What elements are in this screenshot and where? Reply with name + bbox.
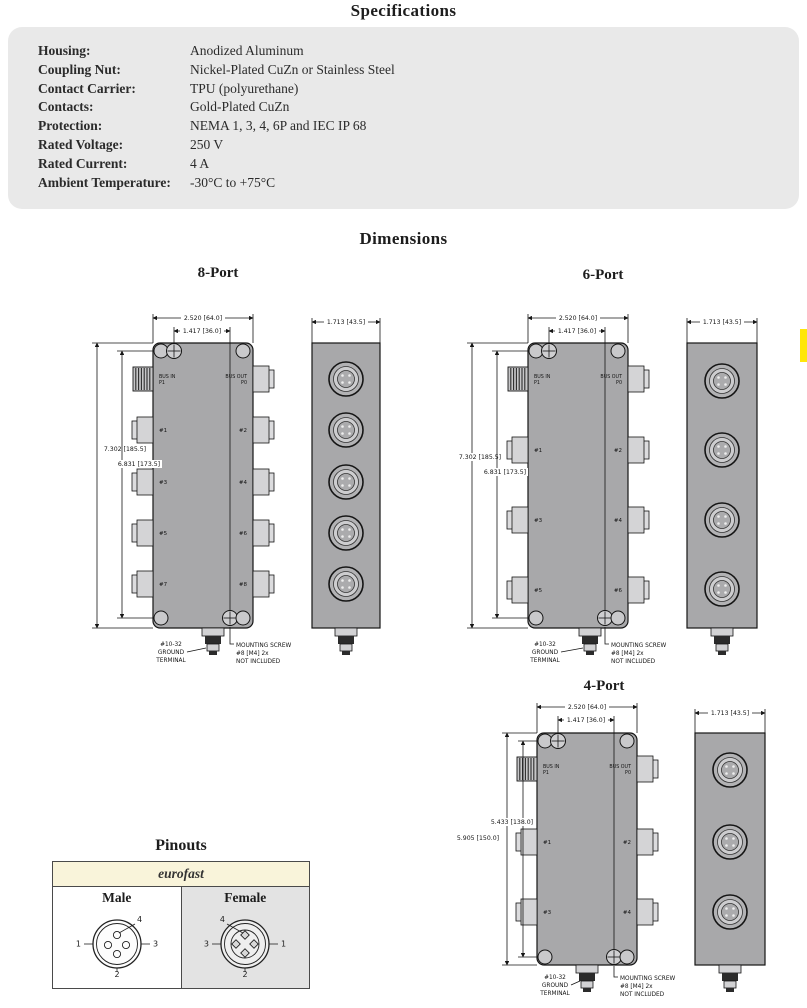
pin-dot: [717, 445, 720, 448]
pin-dot: [341, 425, 344, 428]
pin-dot: [732, 837, 735, 840]
port-label: #8: [238, 582, 247, 588]
port-label: #4: [238, 480, 247, 486]
pinout-female-cell: [181, 887, 310, 988]
dimension-label: 2.520 [64.0]: [567, 704, 607, 712]
pin-label: 3: [152, 939, 158, 949]
ground-terminal: [711, 628, 733, 636]
port-label: #6: [613, 588, 622, 594]
pin-dot: [725, 837, 728, 840]
spec-value: -30°C to +75°C: [190, 174, 276, 190]
spec-label: Ambient Temperature:: [38, 174, 171, 190]
leader-line: [230, 627, 234, 644]
connector-inner: [338, 576, 355, 593]
ground-terminal-tip: [584, 644, 596, 651]
port-stub: [253, 469, 269, 495]
port-stub: [628, 366, 644, 392]
port-label: #2: [238, 428, 247, 434]
mount-note: MOUNTING SCREW: [620, 976, 676, 982]
spec-value: 4 A: [190, 155, 210, 171]
spec-label: Protection:: [38, 118, 103, 134]
pinout-table: [52, 861, 310, 989]
ground-terminal-tip: [207, 644, 219, 651]
screw-hole: [154, 611, 168, 625]
port-stub: [137, 417, 153, 443]
port-stub: [512, 437, 528, 463]
connector-inner: [722, 904, 739, 921]
screw-hole: [620, 734, 634, 748]
port-stub: [137, 571, 153, 597]
port-label: #5: [159, 531, 168, 537]
bus-in-sub-label: P1: [534, 381, 540, 386]
ground-note: TERMINAL: [530, 658, 560, 664]
dimension-label: 6.831 [173.5]: [117, 461, 161, 469]
bus-out-sub-label: P0: [241, 381, 247, 386]
port-label: #3: [543, 910, 552, 916]
spec-row: [38, 98, 799, 117]
ground-note: #10-32: [534, 642, 556, 648]
drawing-4-port: [450, 695, 780, 1008]
spec-row: [38, 117, 799, 136]
ground-terminal: [335, 628, 357, 636]
ground-terminal-tip: [581, 981, 593, 988]
pin-label: 2: [242, 970, 248, 978]
pin-dot: [717, 515, 720, 518]
dimension-label: 1.713 [43.5]: [710, 710, 750, 718]
junction-box-front: [528, 343, 628, 628]
pin-dot: [717, 522, 720, 525]
port-label: #1: [543, 840, 552, 846]
pin-dot: [341, 535, 344, 538]
pin-dot: [717, 591, 720, 594]
port-stub: [637, 829, 653, 855]
spec-value: 250 V: [190, 136, 224, 152]
port-stub: [628, 437, 644, 463]
dimension-label: 1.713 [43.5]: [326, 319, 366, 327]
bus-in-label: BUS IN: [159, 375, 176, 380]
pin-dot: [348, 484, 351, 487]
port-stub: [253, 366, 269, 392]
spec-row: [38, 155, 799, 174]
screw-hole: [538, 950, 552, 964]
bus-out-label: BUS OUT: [225, 375, 247, 380]
spec-value: NEMA 1, 3, 4, 6P and IEC IP 68: [190, 118, 367, 134]
port-stub: [512, 577, 528, 603]
leader-line: [187, 648, 206, 652]
bus-in-sub-label: P1: [159, 381, 165, 386]
pin-dot: [724, 383, 727, 386]
ground-terminal-nut: [205, 636, 221, 644]
pin-dot: [341, 432, 344, 435]
pin-dot: [341, 381, 344, 384]
pin-label: 2: [114, 970, 120, 978]
pin-dot: [725, 914, 728, 917]
pin-dot: [348, 374, 351, 377]
pin-dot: [724, 515, 727, 518]
spec-row: [38, 174, 799, 193]
port-stub: [637, 756, 653, 782]
spec-label: Coupling Nut:: [38, 61, 121, 77]
screw-hole: [620, 950, 634, 964]
pin-dot: [717, 383, 720, 386]
drawing-title-4-port: 4-Port: [583, 678, 625, 694]
pin-dot: [732, 907, 735, 910]
pinouts-title: Pinouts: [155, 837, 207, 854]
port-label: #2: [613, 448, 622, 454]
mount-note: NOT INCLUDED: [620, 992, 665, 998]
specifications-title: Specifications: [350, 1, 457, 20]
spec-label: Rated Voltage:: [38, 136, 124, 152]
bus-out-sub-label: P0: [616, 381, 622, 386]
port-label: #6: [238, 531, 247, 537]
pin-dot: [724, 452, 727, 455]
ground-terminal-cap: [583, 988, 591, 992]
ground-terminal: [719, 965, 741, 973]
spec-value: Anodized Aluminum: [190, 43, 304, 58]
port-label: #4: [622, 910, 631, 916]
drawing-title-8-port: 8-Port: [197, 265, 239, 281]
port-label: #3: [159, 480, 168, 486]
leader-line: [614, 966, 618, 977]
female-connector-diagram: [190, 906, 300, 978]
connector-inner: [338, 525, 355, 542]
male-label: Male: [102, 890, 132, 905]
spec-label: Contacts:: [38, 99, 94, 115]
screw-hole: [529, 611, 543, 625]
ground-terminal: [202, 628, 224, 636]
drawing-title-6-port: 6-Port: [582, 267, 624, 283]
leader-line: [561, 648, 583, 652]
pin-dot: [725, 765, 728, 768]
screw-hole: [529, 344, 543, 358]
pin-dot: [348, 432, 351, 435]
ground-note: GROUND: [541, 983, 569, 989]
dimension-label: 2.520 [64.0]: [558, 315, 598, 323]
ground-terminal: [576, 965, 598, 973]
spec-label: Housing:: [38, 43, 91, 58]
ground-note: #10-32: [544, 975, 566, 981]
dimension-label: 5.905 [150.0]: [456, 835, 500, 843]
pin-dot: [348, 535, 351, 538]
pin-dot: [732, 914, 735, 917]
pin-dot: [348, 579, 351, 582]
pin-dot: [341, 484, 344, 487]
pin-dot: [341, 374, 344, 377]
mount-note: MOUNTING SCREW: [611, 643, 667, 649]
connector-inner: [338, 371, 355, 388]
pin-label: 4: [220, 915, 226, 924]
dimension-label: 6.831 [173.5]: [483, 469, 527, 477]
ground-terminal-cap: [586, 651, 594, 655]
pin-dot: [717, 452, 720, 455]
dimension-label: 1.713 [43.5]: [702, 319, 742, 327]
pin-dot: [724, 522, 727, 525]
dimension-label: 7.302 [185.5]: [103, 446, 147, 454]
spec-label: Rated Current:: [38, 155, 128, 171]
port-label: #5: [534, 588, 543, 594]
screw-hole: [538, 734, 552, 748]
connector-inner: [714, 442, 731, 459]
port-stub: [628, 577, 644, 603]
port-stub: [137, 520, 153, 546]
pin-dot: [717, 584, 720, 587]
ground-terminal-cap: [726, 988, 734, 992]
spec-value: Gold-Plated CuZn: [190, 99, 290, 115]
pin-dot: [341, 579, 344, 582]
mount-note: MOUNTING SCREW: [236, 643, 292, 649]
dimension-label: 2.520 [64.0]: [183, 315, 223, 323]
drawing-6-port: [450, 300, 780, 672]
ground-terminal-tip: [724, 981, 736, 988]
connector-outer-ring: [221, 920, 269, 968]
pin-dot: [348, 528, 351, 531]
ground-note: #10-32: [160, 642, 182, 648]
bus-in-label: BUS IN: [543, 765, 560, 770]
pin-label: 3: [204, 939, 210, 949]
port-stub: [637, 899, 653, 925]
pin-label: 1: [75, 939, 81, 949]
ground-note: TERMINAL: [156, 658, 186, 664]
port-label: #1: [159, 428, 168, 434]
spec-label: Contact Carrier:: [38, 80, 136, 96]
pin-dot: [732, 765, 735, 768]
mount-note: #8 [M4] 2x: [611, 651, 644, 657]
dimension-label: 5.433 [138.0]: [490, 819, 534, 827]
pin-dot: [341, 528, 344, 531]
pin-dot: [724, 445, 727, 448]
pinout-family-header: [53, 862, 309, 887]
spec-row: [38, 80, 799, 99]
mount-note: #8 [M4] 2x: [236, 651, 269, 657]
pin-dot: [724, 584, 727, 587]
pin-dot: [732, 844, 735, 847]
port-stub: [512, 507, 528, 533]
drawing-8-port: [80, 300, 400, 672]
connector-inner: [722, 834, 739, 851]
spec-row: [38, 61, 799, 80]
bus-out-label: BUS OUT: [600, 375, 622, 380]
port-label: #4: [613, 518, 622, 524]
pin-dot: [717, 376, 720, 379]
ground-terminal-nut: [722, 973, 738, 981]
pin-dot: [348, 381, 351, 384]
ground-terminal-nut: [579, 973, 595, 981]
ground-note: GROUND: [531, 650, 559, 656]
port-label: #3: [534, 518, 543, 524]
pinout-family-label: eurofast: [158, 866, 204, 881]
pin-dot: [341, 477, 344, 480]
pinout-male-cell: [53, 887, 181, 988]
spec-row: [38, 136, 799, 155]
bus-in-label: BUS IN: [534, 375, 551, 380]
port-label: #2: [622, 840, 631, 846]
connector-outer-ring: [93, 920, 141, 968]
bus-out-sub-label: P0: [625, 771, 631, 776]
pin-dot: [348, 425, 351, 428]
male-connector-diagram: [62, 906, 172, 978]
pin-label: 4: [136, 915, 142, 924]
ground-terminal-nut: [714, 636, 730, 644]
pin-dot: [725, 844, 728, 847]
ground-terminal-tip: [716, 644, 728, 651]
ground-note: TERMINAL: [540, 991, 570, 997]
screw-hole: [611, 344, 625, 358]
port-stub: [253, 571, 269, 597]
port-label: #7: [159, 582, 168, 588]
ground-terminal-cap: [342, 651, 350, 655]
connector-inner: [338, 422, 355, 439]
mount-note: #8 [M4] 2x: [620, 984, 653, 990]
pin-dot: [348, 477, 351, 480]
ground-terminal-nut: [338, 636, 354, 644]
mount-note: NOT INCLUDED: [236, 659, 281, 665]
bus-out-label: BUS OUT: [609, 765, 631, 770]
screw-hole: [236, 611, 250, 625]
dimensions-title: Dimensions: [359, 229, 448, 248]
mount-note: NOT INCLUDED: [611, 659, 656, 665]
spec-value: Nickel-Plated CuZn or Stainless Steel: [190, 61, 395, 77]
ground-terminal-cap: [209, 651, 217, 655]
pin-dot: [724, 591, 727, 594]
pin-dot: [725, 772, 728, 775]
connector-inner: [714, 512, 731, 529]
female-label: Female: [224, 890, 267, 905]
screw-hole: [154, 344, 168, 358]
dimension-label: 1.417 [36.0]: [182, 328, 222, 336]
dimension-label: 1.417 [36.0]: [566, 717, 606, 725]
pin-dot: [732, 772, 735, 775]
ground-terminal: [579, 628, 601, 636]
pin-dot: [348, 586, 351, 589]
connector-inner: [722, 762, 739, 779]
port-stub: [137, 469, 153, 495]
ground-terminal-nut: [582, 636, 598, 644]
page-edge-highlight: [800, 329, 807, 362]
spec-value: TPU (polyurethane): [190, 80, 299, 96]
pin-dot: [341, 586, 344, 589]
leader-line: [605, 627, 609, 644]
ground-terminal-tip: [340, 644, 352, 651]
connector-inner: [338, 474, 355, 491]
ground-note: GROUND: [157, 650, 185, 656]
screw-hole: [236, 344, 250, 358]
screw-hole: [611, 611, 625, 625]
port-stub: [253, 417, 269, 443]
port-stub: [628, 507, 644, 533]
connector-inner: [714, 373, 731, 390]
leader-line: [571, 981, 580, 985]
port-label: #1: [534, 448, 543, 454]
port-stub: [253, 520, 269, 546]
pinout-cells: [53, 887, 309, 988]
dimension-label: 7.302 [185.5]: [458, 454, 502, 462]
bus-in-sub-label: P1: [543, 771, 549, 776]
specifications-panel: [8, 27, 799, 209]
pin-label: 1: [281, 939, 287, 949]
spec-row: [38, 42, 799, 61]
connector-inner: [714, 581, 731, 598]
pin-dot: [725, 907, 728, 910]
pin-dot: [724, 376, 727, 379]
dimension-label: 1.417 [36.0]: [557, 328, 597, 336]
ground-terminal-cap: [718, 651, 726, 655]
